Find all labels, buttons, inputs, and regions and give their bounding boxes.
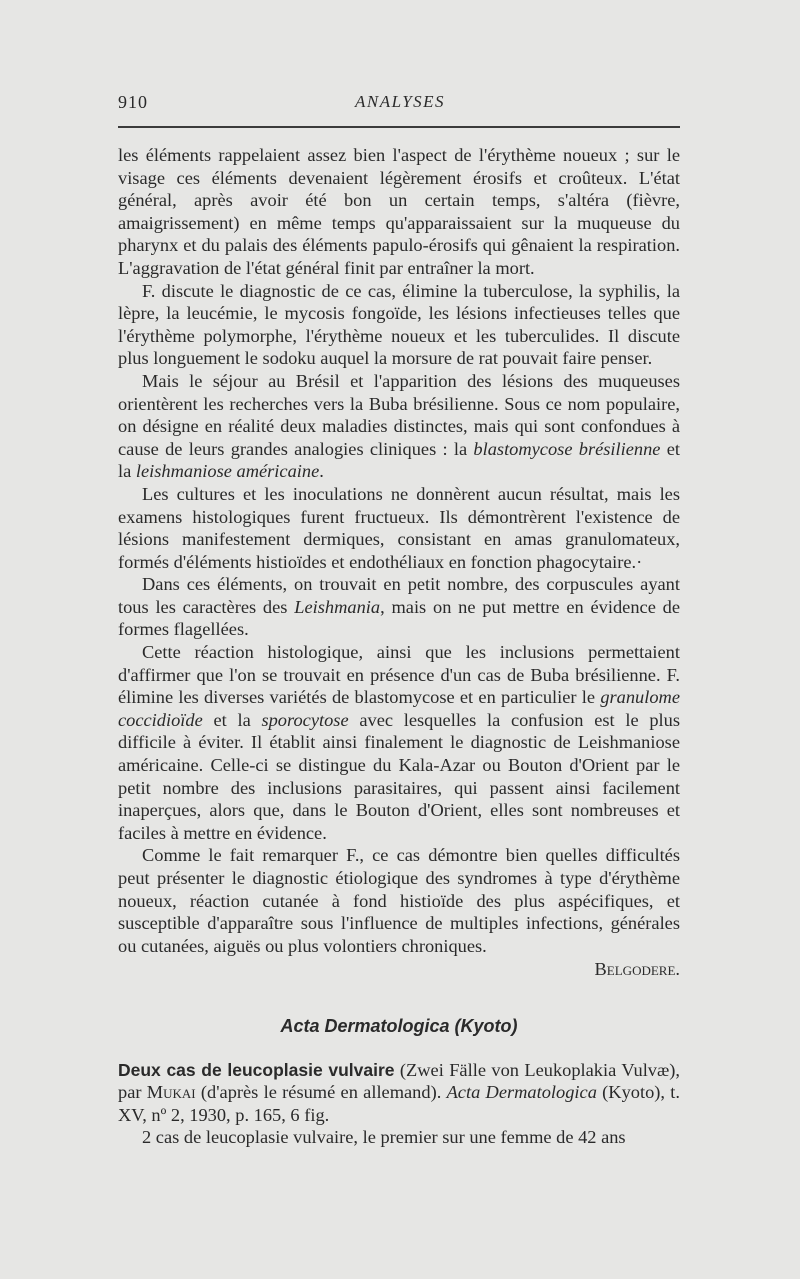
paragraph-clinical: les éléments rappelaient assez bien l'aspect de l'érythème noueux ; sur le visage ces éléments devenaient légèrement érosifs et croûteux. L'état général, après avoir été bon un certain temps, s'altéra (fièvre, amaigrissement) en même temps qu'apparaissaient sur la muqueuse du pharynx et du palais des éléments papulo-érosifs qui gênaient la respiration. L'aggravation de l'état général finit par entraîner la mort.: [118, 145, 680, 278]
header-rule: [118, 126, 680, 128]
running-head: [0, 92, 800, 116]
paragraph-last: 2 cas de leucoplasie vulvaire, le premier sur une femme de 42 ans: [142, 1127, 626, 1148]
paragraph-buba: Mais le séjour au Brésil et l'apparition des lésions des muqueuses orientèrent les recherches vers la Buba brésilienne. Sous ce nom populaire, on désigne en réalité deux maladies distinctes, mais qui sont confondues à cause de leurs grandes analogies cliniques : la blastomycose brésilienne et la leishmaniose américaine.: [118, 370, 680, 482]
section-title: ANALYSES: [354, 92, 446, 111]
paragraph-diagnosis: F. discute le diagnostic de ce cas, élimine la tuberculose, la syphilis, la lèpre, la leucémie, le mycosis fongoïde, les lésions infectieuses telles que l'érythème polymorphe, l'érythème noueux et les tuberculides. Il discute plus longuement le sodoku auquel la morsure de rat pouvait faire penser.: [118, 280, 680, 369]
journal-heading: Acta Dermatologica (Kyoto): [280, 1015, 518, 1036]
signature: Belgodere.: [594, 959, 680, 980]
article-author: Mukai: [146, 1082, 196, 1103]
article-citation: Deux cas de leucoplasie vulvaire (Zwei Fälle von Leukoplakia Vulvæ), par Mukai (d'après le résumé en allemand). Acta Dermatologica (Kyoto), t. XV, nº 2, 1930, p. 165, 6 fig.: [118, 1059, 680, 1125]
page-number: 910: [118, 92, 148, 112]
paragraph-conclusion: Comme le fait remarquer F., ce cas démontre bien quelles difficultés peut présenter le diagnostic étiologique des syndromes à type d'érythème noueux, réaction cutanée à fond histioïde des plus aspécifiques, et susceptible d'apparaître sous l'influence de multiples infections, générales ou cutanées, aiguës ou plus volontiers chroniques.: [118, 845, 680, 956]
paragraph-reaction: Cette réaction histologique, ainsi que les inclusions permettaient d'affirmer que l'on se trouvait en présence d'un cas de Buba brésilienne. F. élimine les diverses variétés de blastomycose et en particulier le granulome coccidioïde et la sporocytose avec lesquelles la confusion est le plus difficile à éviter. Il établit ainsi finalement le diagnostic de Leishmaniose américaine. Celle-ci se distingue du Kala-Azar ou Bouton d'Orient par le petit nombre des inclusions parasitaires, qui passent ainsi facilement inaperçues, alors que, dans le Bouton d'Orient, elles sont nombreuses et faciles à mettre en évidence.: [118, 642, 680, 843]
article-title: Deux cas de leucoplasie vulvaire: [118, 1059, 395, 1080]
paragraph-corpuscules: Dans ces éléments, on trouvait en petit nombre, des corpuscules ayant tous les caractères des Leishmania, mais on ne put mettre en évidence de formes flagellées.: [118, 574, 681, 640]
paragraph-cultures: Les cultures et les inoculations ne donnèrent aucun résultat, mais les examens histologiques furent fructueux. Ils démontrèrent l'existence de lésions manifestement dermiques, consistant en amas granulomateux, formés d'éléments histioïdes et endothéliaux en fonction phagocytaire.·: [118, 483, 680, 572]
text-body: [118, 144, 680, 1149]
